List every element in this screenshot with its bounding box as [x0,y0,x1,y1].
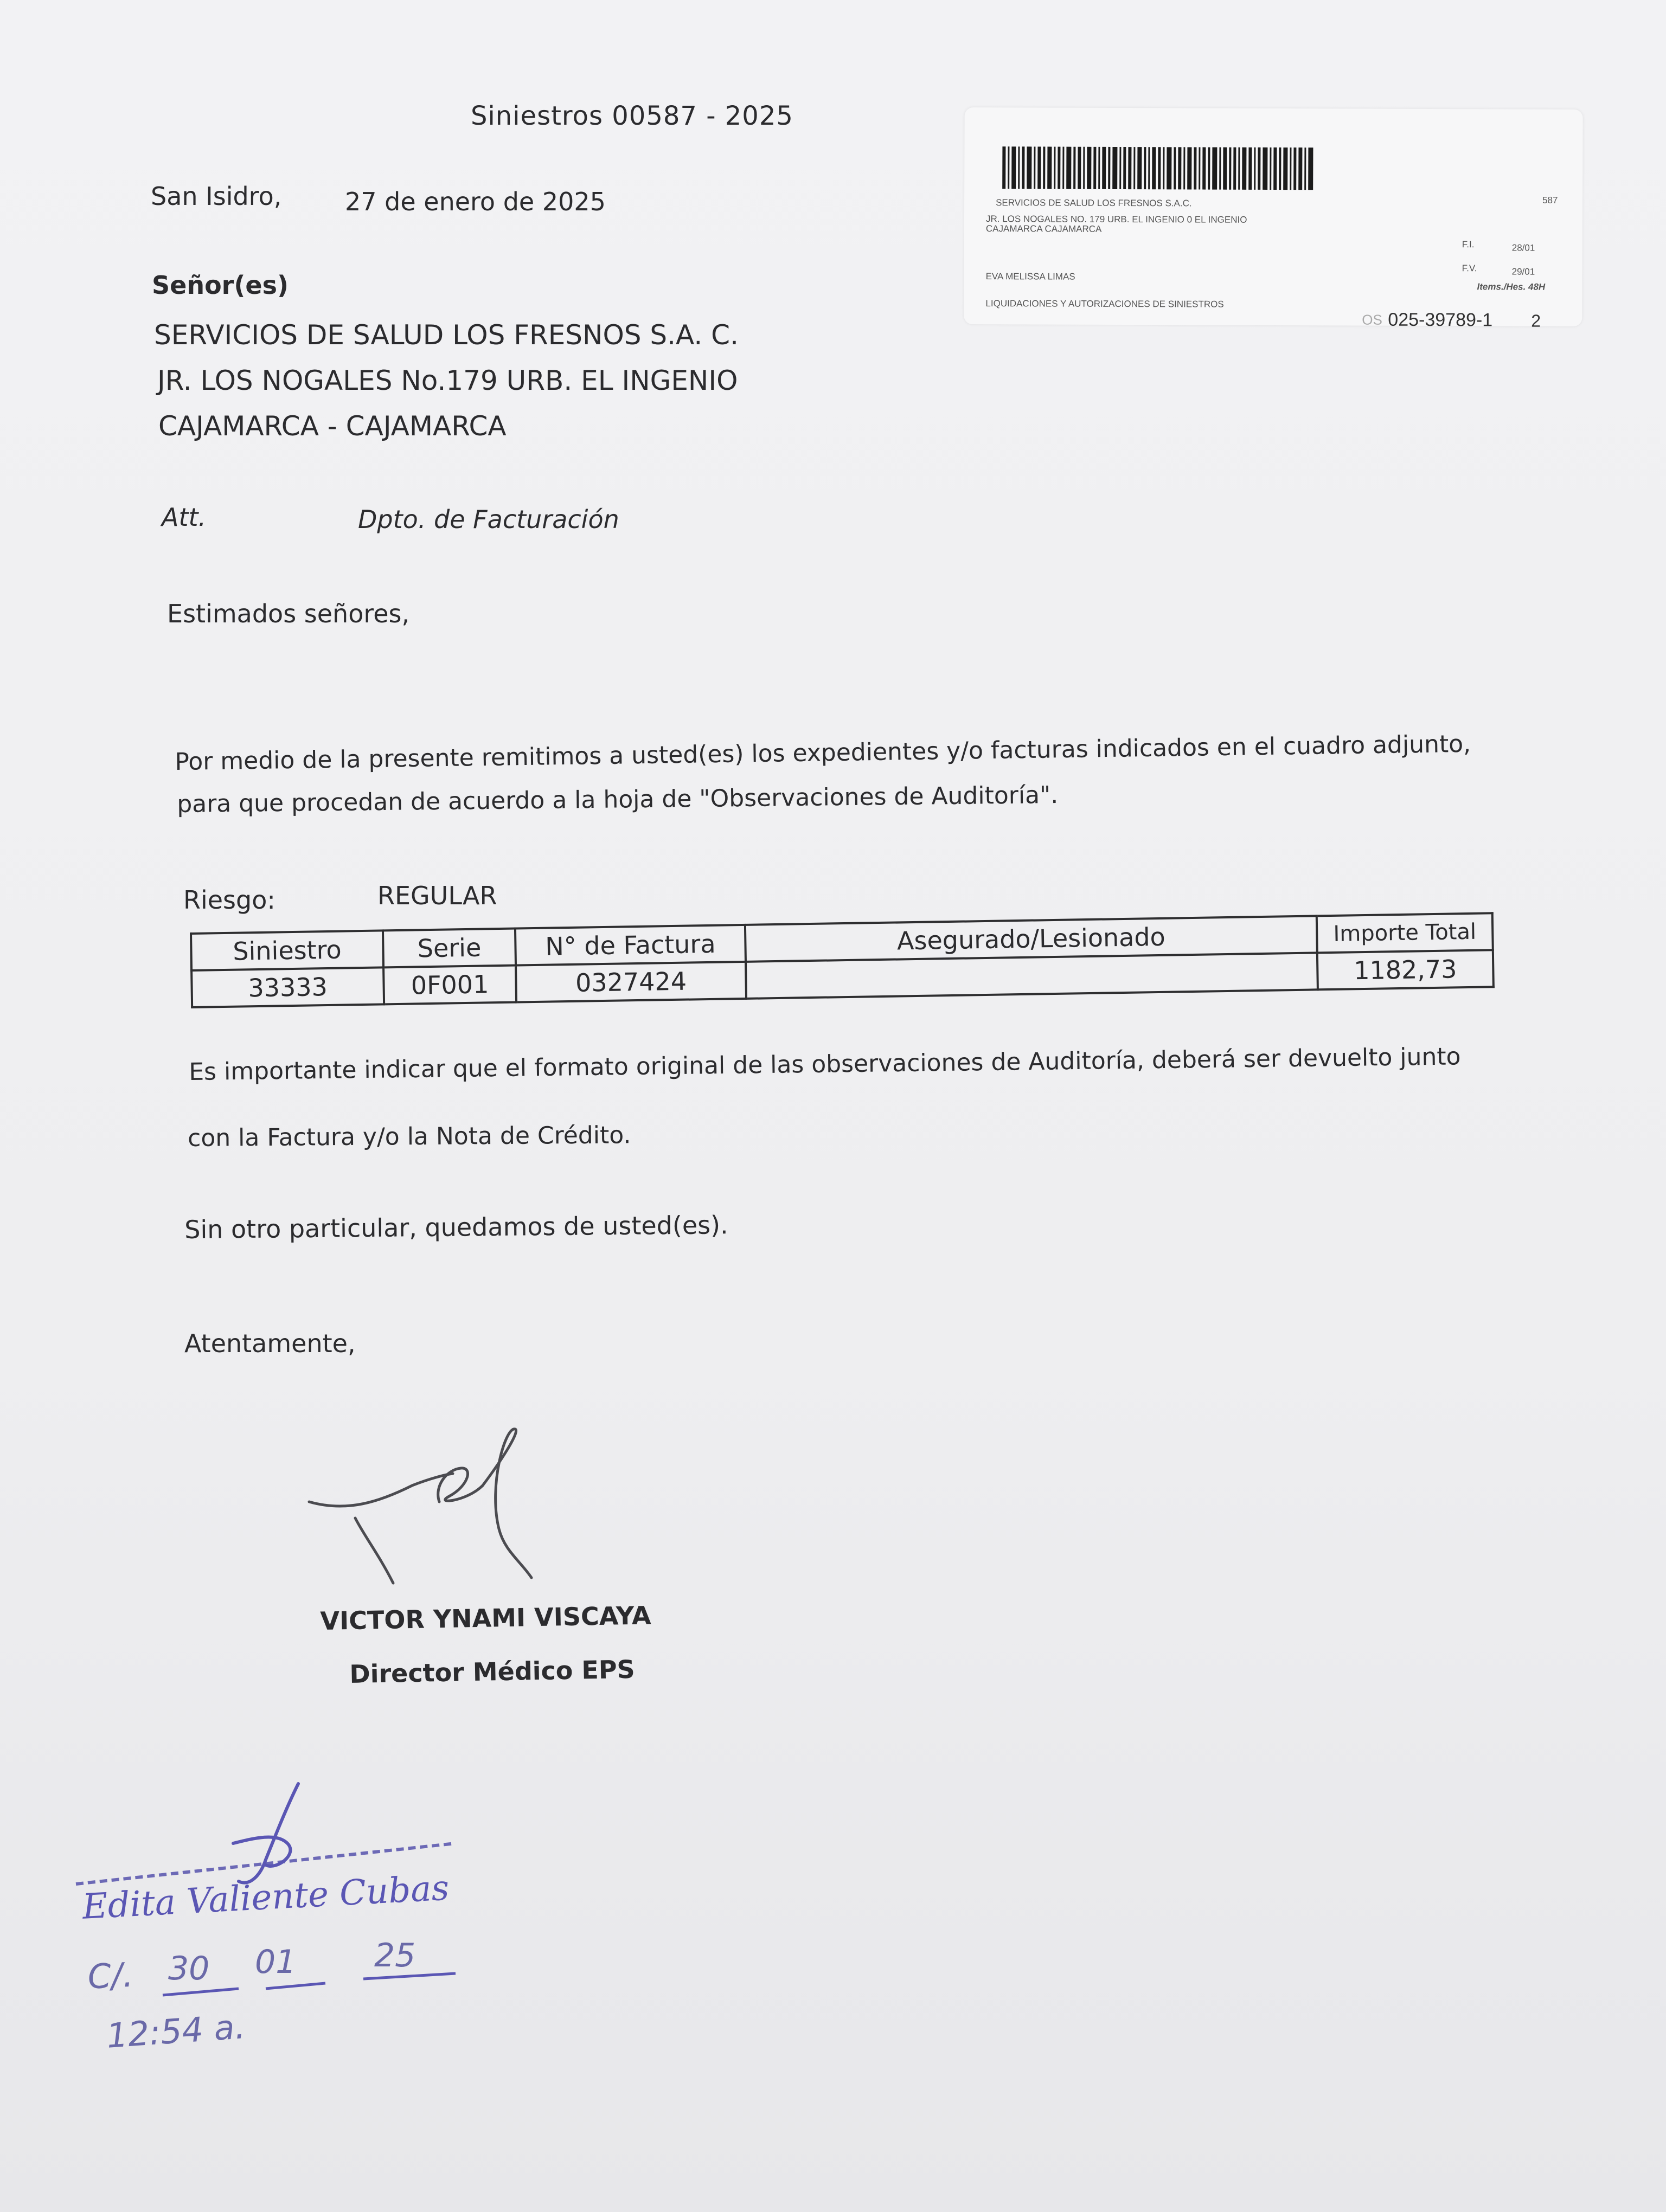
receipt-year: 25 [374,1937,416,1975]
stamp-address-2: CAJAMARCA CAJAMARCA [985,223,1102,234]
header-factura: N° de Factura [515,925,746,966]
cell-siniestro: 33333 [191,967,384,1007]
stamp-code: 025-39789-1 [1388,309,1493,331]
header-importe: Importe Total [1317,913,1493,953]
closing-line: Sin otro particular, quedamos de usted(es). [184,1210,728,1244]
receipt-day: 30 [168,1950,210,1988]
receiver-name: Edita Valiente Cubas [81,1868,450,1927]
cell-serie: 0F001 [383,966,516,1005]
stamp-code-prefix: OS [1362,311,1382,328]
attention-label: Att. [162,503,207,532]
stamp-number: 587 [1542,195,1558,205]
reference-title: Siniestros 00587 - 2025 [471,101,793,131]
stamp-copy: 2 [1531,311,1541,331]
stamp-company: SERVICIOS DE SALUD LOS FRESNOS S.A.C. [996,197,1192,209]
body-line-2: para que procedan de acuerdo a la hoja de "Observaciones de Auditoría". [177,781,1059,818]
stamp-fv-value: 29/01 [1511,266,1535,277]
header-serie: Serie [383,929,516,968]
stamp-fv-label: F.V. [1462,263,1477,274]
header-siniestro: Siniestro [191,930,383,970]
stamp-address-1: JR. LOS NOGALES NO. 179 URB. EL INGENIO 0 EL INGENIO [985,214,1247,225]
signatory-name: VICTOR YNAMI VISCAYA [320,1600,651,1636]
stamp-fi-label: F.I. [1462,239,1475,250]
receipt-month: 01 [255,1943,297,1981]
note-line-1: Es importante indicar que el formato original de las observaciones de Auditoría, deberá ser devuelto junto [189,1043,1461,1086]
body-line-1: Por medio de la presente remitimos a usted(es) los expedientes y/o facturas indicados en el cuadro adjunto, [175,730,1471,776]
attention-value: Dpto. de Facturación [358,505,619,534]
cell-importe: 1182,73 [1317,950,1494,989]
reception-stamp [964,107,1582,331]
signatory-title: Director Médico EPS [349,1654,636,1689]
place-text: San Isidro, [151,182,282,211]
closing-atentamente: Atentamente, [184,1329,356,1358]
note-line-2: con la Factura y/o la Nota de Crédito. [188,1121,631,1152]
recipient-company: SERVICIOS DE SALUD LOS FRESNOS S.A. C. [154,319,739,351]
receipt-prefix: C/. [86,1954,134,1997]
receipt-time: 12:54 a. [105,2007,247,2056]
stamp-dept: LIQUIDACIONES Y AUTORIZACIONES DE SINIESTROS [985,298,1224,310]
barcode-image [1002,146,1371,190]
stamp-items: Items./Hes. 48H [1477,281,1546,292]
recipient-address: JR. LOS NOGALES No.179 URB. EL INGENIO [157,365,738,396]
stamp-fi-value: 28/01 [1511,242,1535,253]
claims-table [190,912,1495,1008]
stamp-person: EVA MELISSA LIMAS [985,271,1075,282]
cell-factura: 0327424 [516,962,746,1002]
salutation: Señor(es) [152,271,289,300]
director-signature [304,1420,607,1594]
risk-label: Riesgo: [183,885,275,915]
greeting: Estimados señores, [167,599,410,628]
recipient-city: CAJAMARCA - CAJAMARCA [158,410,507,442]
risk-value: REGULAR [377,881,497,910]
date-text: 27 de enero de 2025 [345,187,606,216]
header-asegurado: Asegurado/Lesionado [745,916,1317,962]
